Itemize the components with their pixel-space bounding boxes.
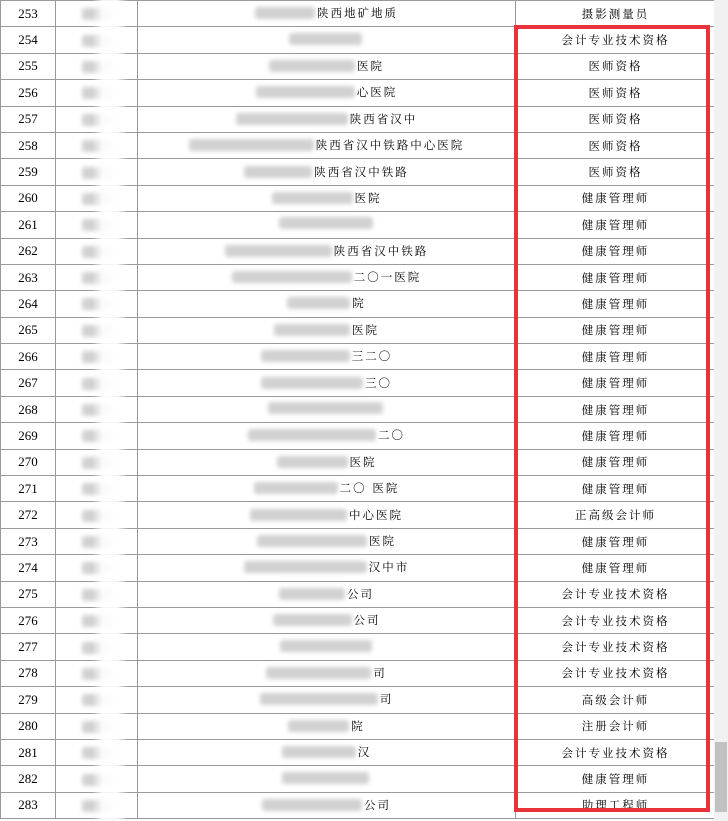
redaction-blur [82, 510, 112, 522]
employer-unit-visible-text: 医院 [369, 534, 396, 548]
employer-unit [138, 132, 516, 158]
row-number: 262 [1, 238, 56, 264]
redaction-blur [279, 588, 345, 600]
table-row [1, 53, 716, 79]
redaction-blur [82, 668, 112, 680]
qualification: 健康管理师 [516, 476, 716, 502]
qualification: 正高级会计师 [516, 502, 716, 528]
redaction-blur [82, 404, 112, 416]
employer-unit [138, 449, 516, 475]
redaction-blur [82, 536, 112, 548]
table-row [1, 238, 716, 264]
employer-unit [138, 555, 516, 581]
person-name-redacted [56, 1, 138, 27]
table-row [1, 106, 716, 132]
table-row [1, 713, 716, 739]
person-name-redacted [56, 106, 138, 132]
row-number: 257 [1, 106, 56, 132]
person-name-redacted [56, 528, 138, 554]
redaction-blur [236, 113, 348, 125]
row-number: 277 [1, 634, 56, 660]
qualification: 健康管理师 [516, 766, 716, 792]
redaction-blur [274, 324, 350, 336]
person-name-redacted [56, 739, 138, 765]
employer-unit-visible-text: 二〇一医院 [353, 270, 422, 285]
table-row [1, 792, 716, 818]
redaction-blur [255, 7, 315, 19]
employer-unit [138, 396, 516, 422]
redaction-blur [82, 193, 112, 205]
person-name-redacted [56, 159, 138, 185]
person-name-redacted [56, 317, 138, 343]
person-name-redacted [56, 185, 138, 211]
person-name-redacted [56, 502, 138, 528]
table-row [1, 344, 716, 370]
employer-unit-visible-text: 陕西省汉中铁路 [314, 164, 409, 179]
person-name-redacted [56, 396, 138, 422]
redaction-blur [273, 614, 352, 626]
redaction-blur [277, 456, 348, 468]
person-name-redacted [56, 80, 138, 106]
redaction-blur [272, 192, 353, 204]
employer-unit-visible-text: 中心医院 [349, 507, 403, 522]
row-number: 256 [1, 80, 56, 106]
qualification: 会计专业技术资格 [516, 607, 716, 633]
employer-unit [138, 370, 516, 396]
row-number: 258 [1, 132, 56, 158]
table-row [1, 739, 716, 765]
employer-unit-visible-text: 陕西省汉中铁路 [333, 243, 429, 258]
qualification: 健康管理师 [516, 185, 716, 211]
employer-unit-visible-text: 二〇 医院 [339, 481, 400, 496]
redaction-blur [82, 325, 112, 337]
redaction-blur [269, 60, 355, 72]
redaction-blur [254, 482, 338, 494]
employer-unit [138, 185, 516, 211]
table-row [1, 528, 716, 554]
table-row [1, 634, 716, 660]
redaction-blur [287, 297, 350, 309]
employer-unit-visible-text: 公司 [353, 613, 381, 628]
redaction-blur [82, 642, 112, 654]
redaction-blur [82, 219, 112, 231]
qualification: 健康管理师 [516, 212, 716, 238]
person-name-redacted [56, 449, 138, 475]
qualification: 健康管理师 [516, 423, 716, 449]
employer-unit [138, 423, 516, 449]
qualification: 健康管理师 [516, 238, 716, 264]
redaction-blur [82, 61, 112, 73]
row-number: 261 [1, 212, 56, 238]
person-name-redacted [56, 766, 138, 792]
redaction-blur [82, 800, 112, 812]
employer-unit [138, 766, 516, 792]
person-name-redacted [56, 212, 138, 238]
redaction-blur [82, 747, 112, 759]
person-name-redacted [56, 476, 138, 502]
employer-unit-visible-text: 三二〇 [351, 349, 393, 364]
table-row [1, 766, 716, 792]
row-number: 264 [1, 291, 56, 317]
table-row [1, 476, 716, 502]
person-name-redacted [56, 27, 138, 53]
scrollbar-track[interactable] [714, 0, 728, 821]
employer-unit [138, 739, 516, 765]
row-number: 278 [1, 660, 56, 686]
redaction-blur [82, 615, 112, 627]
redaction-blur [248, 429, 376, 441]
employer-unit-visible-text: 汉 [357, 745, 372, 760]
qualification: 会计专业技术资格 [516, 634, 716, 660]
person-name-redacted [56, 291, 138, 317]
redaction-blur [256, 86, 355, 98]
qualification: 健康管理师 [516, 291, 716, 317]
person-name-redacted [56, 792, 138, 818]
redaction-blur [82, 721, 112, 733]
table-row [1, 502, 716, 528]
redaction-blur [82, 774, 112, 786]
employer-unit [138, 291, 516, 317]
table-row [1, 449, 716, 475]
redaction-blur [232, 271, 352, 283]
qualification: 医师资格 [516, 159, 716, 185]
qualification: 医师资格 [516, 80, 716, 106]
employer-unit-visible-text: 医院 [349, 454, 377, 469]
qualification: 医师资格 [516, 132, 716, 158]
employer-unit-visible-text: 公司 [347, 586, 374, 601]
table-row [1, 317, 716, 343]
employer-unit [138, 264, 516, 290]
redaction-blur [289, 33, 362, 45]
employer-unit-visible-text: 医院 [357, 58, 384, 73]
employer-unit [138, 53, 516, 79]
employer-unit [138, 476, 516, 502]
row-number: 265 [1, 317, 56, 343]
employer-unit-visible-text: 司 [373, 665, 387, 680]
row-number: 274 [1, 555, 56, 581]
redaction-blur [244, 561, 367, 573]
person-name-redacted [56, 713, 138, 739]
person-name-redacted [56, 370, 138, 396]
qualification: 摄影测量员 [516, 1, 716, 27]
row-number: 260 [1, 185, 56, 211]
person-name-redacted [56, 660, 138, 686]
row-number: 268 [1, 396, 56, 422]
employer-unit [138, 502, 516, 528]
redaction-blur [82, 140, 112, 152]
table-row [1, 607, 716, 633]
person-name-redacted [56, 555, 138, 581]
qualification: 助理工程师 [516, 792, 716, 818]
row-number: 281 [1, 739, 56, 765]
qualification: 医师资格 [516, 53, 716, 79]
redaction-blur [280, 640, 372, 652]
redaction-blur [261, 377, 363, 389]
employer-unit [138, 581, 516, 607]
qualification: 健康管理师 [516, 528, 716, 554]
redaction-blur [82, 430, 112, 442]
person-name-redacted [56, 607, 138, 633]
redaction-blur [82, 114, 112, 126]
employer-unit [138, 159, 516, 185]
qualification: 健康管理师 [516, 370, 716, 396]
row-number: 263 [1, 264, 56, 290]
person-name-redacted [56, 238, 138, 264]
redaction-blur [82, 457, 112, 469]
employer-unit-visible-text: 医院 [354, 190, 382, 205]
table-row [1, 212, 716, 238]
redaction-blur [268, 402, 383, 414]
redaction-blur [225, 245, 332, 257]
redaction-blur [260, 693, 378, 705]
table-row [1, 185, 716, 211]
employer-unit-visible-text: 陕西地矿地质 [317, 6, 398, 21]
redaction-blur [257, 535, 367, 547]
redaction-blur [82, 35, 112, 47]
person-name-redacted [56, 634, 138, 660]
table-row [1, 291, 716, 317]
qualification: 健康管理师 [516, 555, 716, 581]
redaction-blur [266, 667, 371, 679]
employer-unit [138, 344, 516, 370]
employer-unit-visible-text: 汉中市 [368, 560, 410, 575]
redaction-blur [82, 694, 112, 706]
employer-unit [138, 317, 516, 343]
employer-unit [138, 528, 516, 554]
redaction-blur [82, 298, 112, 310]
redaction-blur [82, 246, 112, 258]
redaction-blur [261, 350, 350, 362]
redaction-blur [82, 378, 112, 390]
employer-unit-visible-text: 医院 [352, 322, 379, 337]
row-number: 253 [1, 1, 56, 27]
row-number: 282 [1, 766, 56, 792]
employer-unit-visible-text: 三〇 [365, 375, 392, 390]
qualification: 健康管理师 [516, 344, 716, 370]
row-number: 280 [1, 713, 56, 739]
row-number: 272 [1, 502, 56, 528]
redaction-blur [82, 87, 112, 99]
table-row [1, 159, 716, 185]
person-name-redacted [56, 344, 138, 370]
table-row [1, 27, 716, 53]
employer-unit [138, 660, 516, 686]
employer-unit-visible-text: 院 [352, 296, 366, 311]
row-number: 276 [1, 607, 56, 633]
employer-unit-visible-text: 二〇 [378, 428, 405, 443]
employer-unit [138, 80, 516, 106]
redaction-blur [82, 589, 112, 601]
employer-unit-visible-text: 司 [379, 692, 394, 707]
scrollbar-thumb[interactable] [715, 742, 727, 812]
person-name-redacted [56, 264, 138, 290]
employer-unit [138, 27, 516, 53]
row-number: 255 [1, 53, 56, 79]
employer-unit [138, 634, 516, 660]
row-number: 270 [1, 449, 56, 475]
row-number: 271 [1, 476, 56, 502]
employer-unit [138, 212, 516, 238]
person-name-redacted [56, 687, 138, 713]
qualification: 高级会计师 [516, 687, 716, 713]
qualification: 健康管理师 [516, 264, 716, 290]
employer-unit [138, 238, 516, 264]
table-row [1, 132, 716, 158]
redaction-blur [82, 167, 112, 179]
employer-unit [138, 106, 516, 132]
qualification: 健康管理师 [516, 449, 716, 475]
person-name-redacted [56, 581, 138, 607]
table-row [1, 1, 716, 27]
table-row [1, 370, 716, 396]
table-row [1, 660, 716, 686]
redaction-blur [262, 799, 362, 811]
qualification: 医师资格 [516, 106, 716, 132]
redaction-blur [82, 483, 112, 495]
redaction-blur [82, 351, 112, 363]
employer-unit-visible-text: 陕西省汉中铁路中心医院 [315, 138, 465, 153]
redaction-blur [279, 217, 373, 229]
row-number: 269 [1, 423, 56, 449]
redaction-blur [82, 562, 112, 574]
table-row [1, 687, 716, 713]
table-row [1, 423, 716, 449]
qualification: 注册会计师 [516, 713, 716, 739]
redaction-blur [282, 746, 356, 758]
row-number: 254 [1, 27, 56, 53]
redaction-blur [282, 772, 369, 784]
employer-unit [138, 687, 516, 713]
row-number: 266 [1, 344, 56, 370]
row-number: 279 [1, 687, 56, 713]
table-body [1, 1, 716, 819]
redaction-blur [288, 720, 349, 732]
table-row [1, 396, 716, 422]
employer-unit [138, 1, 516, 27]
redaction-blur [244, 166, 312, 178]
qualification: 会计专业技术资格 [516, 660, 716, 686]
employer-unit [138, 607, 516, 633]
table-row [1, 80, 716, 106]
table-row [1, 581, 716, 607]
employer-unit [138, 792, 516, 818]
table-row [1, 264, 716, 290]
row-number: 273 [1, 528, 56, 554]
employer-unit-visible-text: 陕西省汉中 [349, 111, 418, 126]
redaction-blur [82, 272, 112, 284]
person-name-redacted [56, 53, 138, 79]
employer-unit-visible-text: 院 [351, 718, 365, 733]
employer-unit [138, 713, 516, 739]
qualification: 会计专业技术资格 [516, 27, 716, 53]
redaction-blur [82, 8, 112, 20]
row-number: 283 [1, 792, 56, 818]
table-row [1, 555, 716, 581]
redaction-blur [250, 509, 347, 521]
redaction-blur [189, 139, 314, 151]
row-number: 267 [1, 370, 56, 396]
row-number: 259 [1, 159, 56, 185]
employer-unit-visible-text: 公司 [364, 797, 391, 812]
qualification: 会计专业技术资格 [516, 581, 716, 607]
person-name-redacted [56, 132, 138, 158]
qualification: 健康管理师 [516, 317, 716, 343]
person-name-redacted [56, 423, 138, 449]
row-number: 275 [1, 581, 56, 607]
qualification: 健康管理师 [516, 396, 716, 422]
qualification: 会计专业技术资格 [516, 739, 716, 765]
employer-unit-visible-text: 心医院 [356, 85, 398, 100]
